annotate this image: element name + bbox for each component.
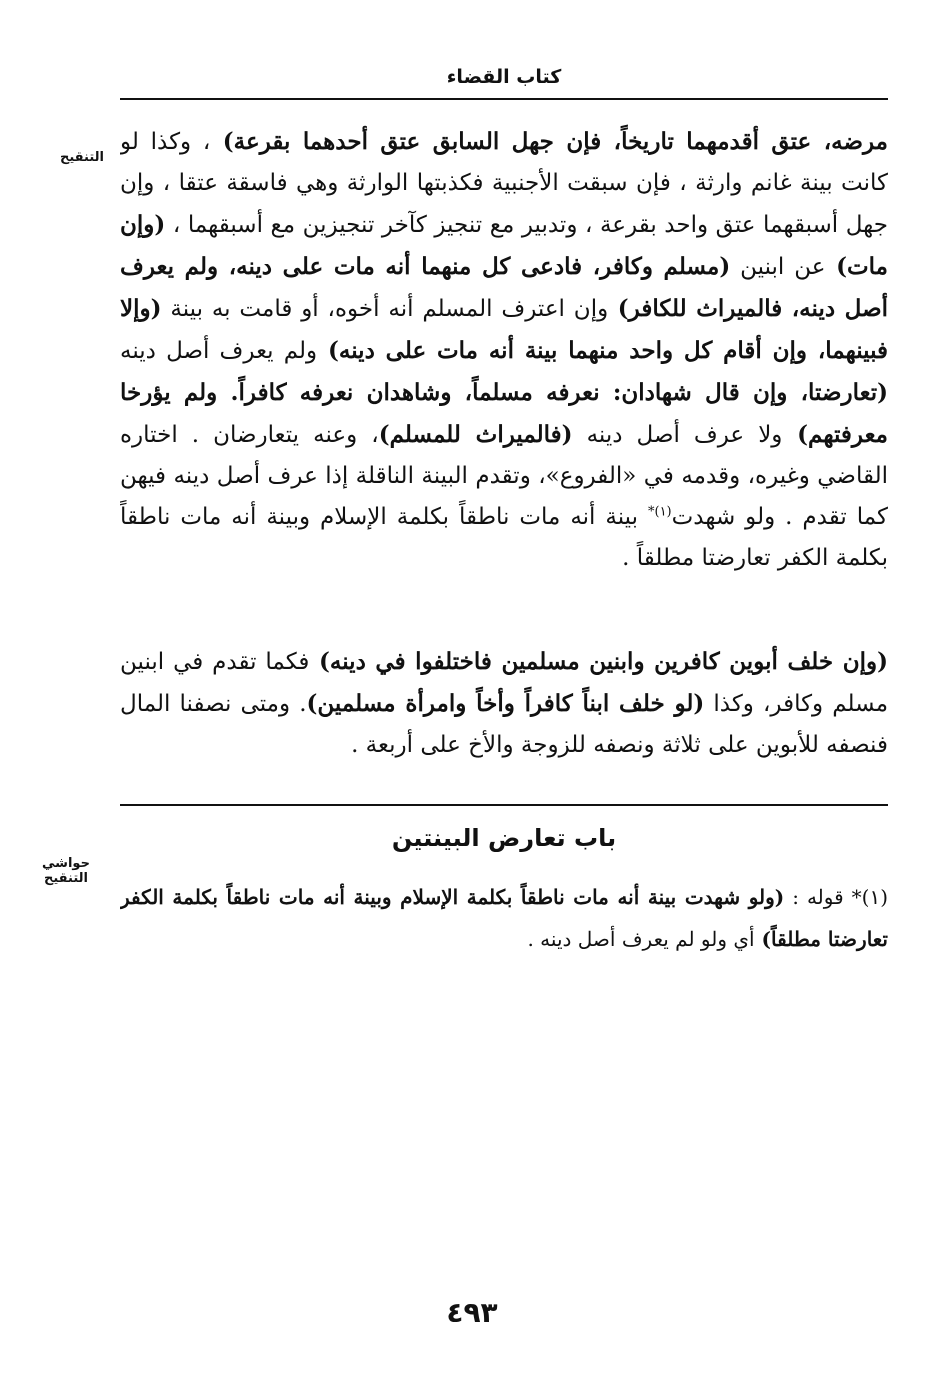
page-number: ٤٩٣ xyxy=(446,1296,498,1329)
text-segment: (لو خلف ابناً كافراً وأخاً وامرأة مسلمين) xyxy=(306,690,705,717)
text-segment: (فالميراث للمسلم) xyxy=(378,421,573,448)
text-segment: فكما تقدم في ابنين مسلم وكافر، وكذا xyxy=(120,649,888,717)
margin-label-tanqih: التنقيح xyxy=(60,150,104,165)
footnote-quote: (ولو شهدت بينة أنه مات ناطقاً بكلمة الإسلام وبينة أنه مات ناطقاً بكلمة الكفر تعارضتا مطلقاً) xyxy=(120,885,888,951)
main-commentary-paragraph xyxy=(120,121,888,631)
header-title: كتاب القضاء xyxy=(446,66,562,88)
text-segment: عن ابنين xyxy=(730,254,826,280)
second-commentary-paragraph xyxy=(120,641,888,773)
footnote-number: (١)* قوله : xyxy=(784,885,888,909)
section-divider xyxy=(120,804,888,806)
text-segment: . ومتى نصفنا المال فنصفه للأبوين على ثلاثة ونصفه للزوجة والأخ على أربعة . xyxy=(120,691,888,758)
footnote-marker[interactable]: (١)* xyxy=(647,504,672,520)
text-segment: وإن اعترف المسلم أنه أخوه، أو قامت به بينة xyxy=(161,296,609,322)
text-segment: (وإن مات) xyxy=(120,211,888,280)
margin-label-hawashi: حواشي التنقيح xyxy=(42,856,90,886)
footnote xyxy=(120,876,888,972)
text-segment: بينة أنه مات ناطقاً بكلمة الإسلام وبينة أنه مات ناطقاً بكلمة الكفر تعارضتا مطلقاً . xyxy=(120,504,888,571)
text-segment: (وإلا فبينهما، وإن أقام كل واحد منهما بينة أنه مات على دينه) xyxy=(120,295,888,364)
text-segment: ، وعنه يتعارضان . اختاره القاضي وغيره، وقدمه في «الفروع»، وتقدم البينة الناقلة إذا عرف أصل دينه فيهن كما تقدم . ولو شهدت xyxy=(120,422,888,530)
text-segment: (تعارضتا، وإن قال شهادان: نعرفه مسلماً، وشاهدان نعرفه كافراً. ولم يؤرخا معرفتهم) xyxy=(120,379,888,448)
running-header xyxy=(120,66,888,100)
text-segment: (وإن خلف أبوين كافرين وابنين مسلمين فاختلفوا في دينه) xyxy=(309,648,888,675)
text-segment: ، وكذا لو كانت بينة غانم وارثة ، فإن سبقت الأجنبية فكذبتها الوارثة وهي فاسقة عتقا ، وإن جهل أسبقهما عتق واحد بقرعة ، وتدبير مع تنجيز كآخر تنجيزين مع أسبقهما ، xyxy=(120,129,888,238)
chapter-heading: باب تعارض البينتين xyxy=(391,824,617,852)
footnote-text: أي ولو لم يعرف أصل دينه . xyxy=(527,927,755,951)
text-segment: ولا عرف أصل دينه xyxy=(572,422,783,448)
text-segment: (مسلم وكافر، فادعى كل منهما أنه مات على دينه، ولم يعرف أصل دينه، فالميراث للكافر) xyxy=(120,253,888,322)
text-segment: ولم يعرف أصل دينه xyxy=(120,338,318,364)
text-segment: مرضه، عتق أقدمهما تاريخاً، فإن جهل السابق عتق أحدهما بقرعة) xyxy=(210,128,888,155)
